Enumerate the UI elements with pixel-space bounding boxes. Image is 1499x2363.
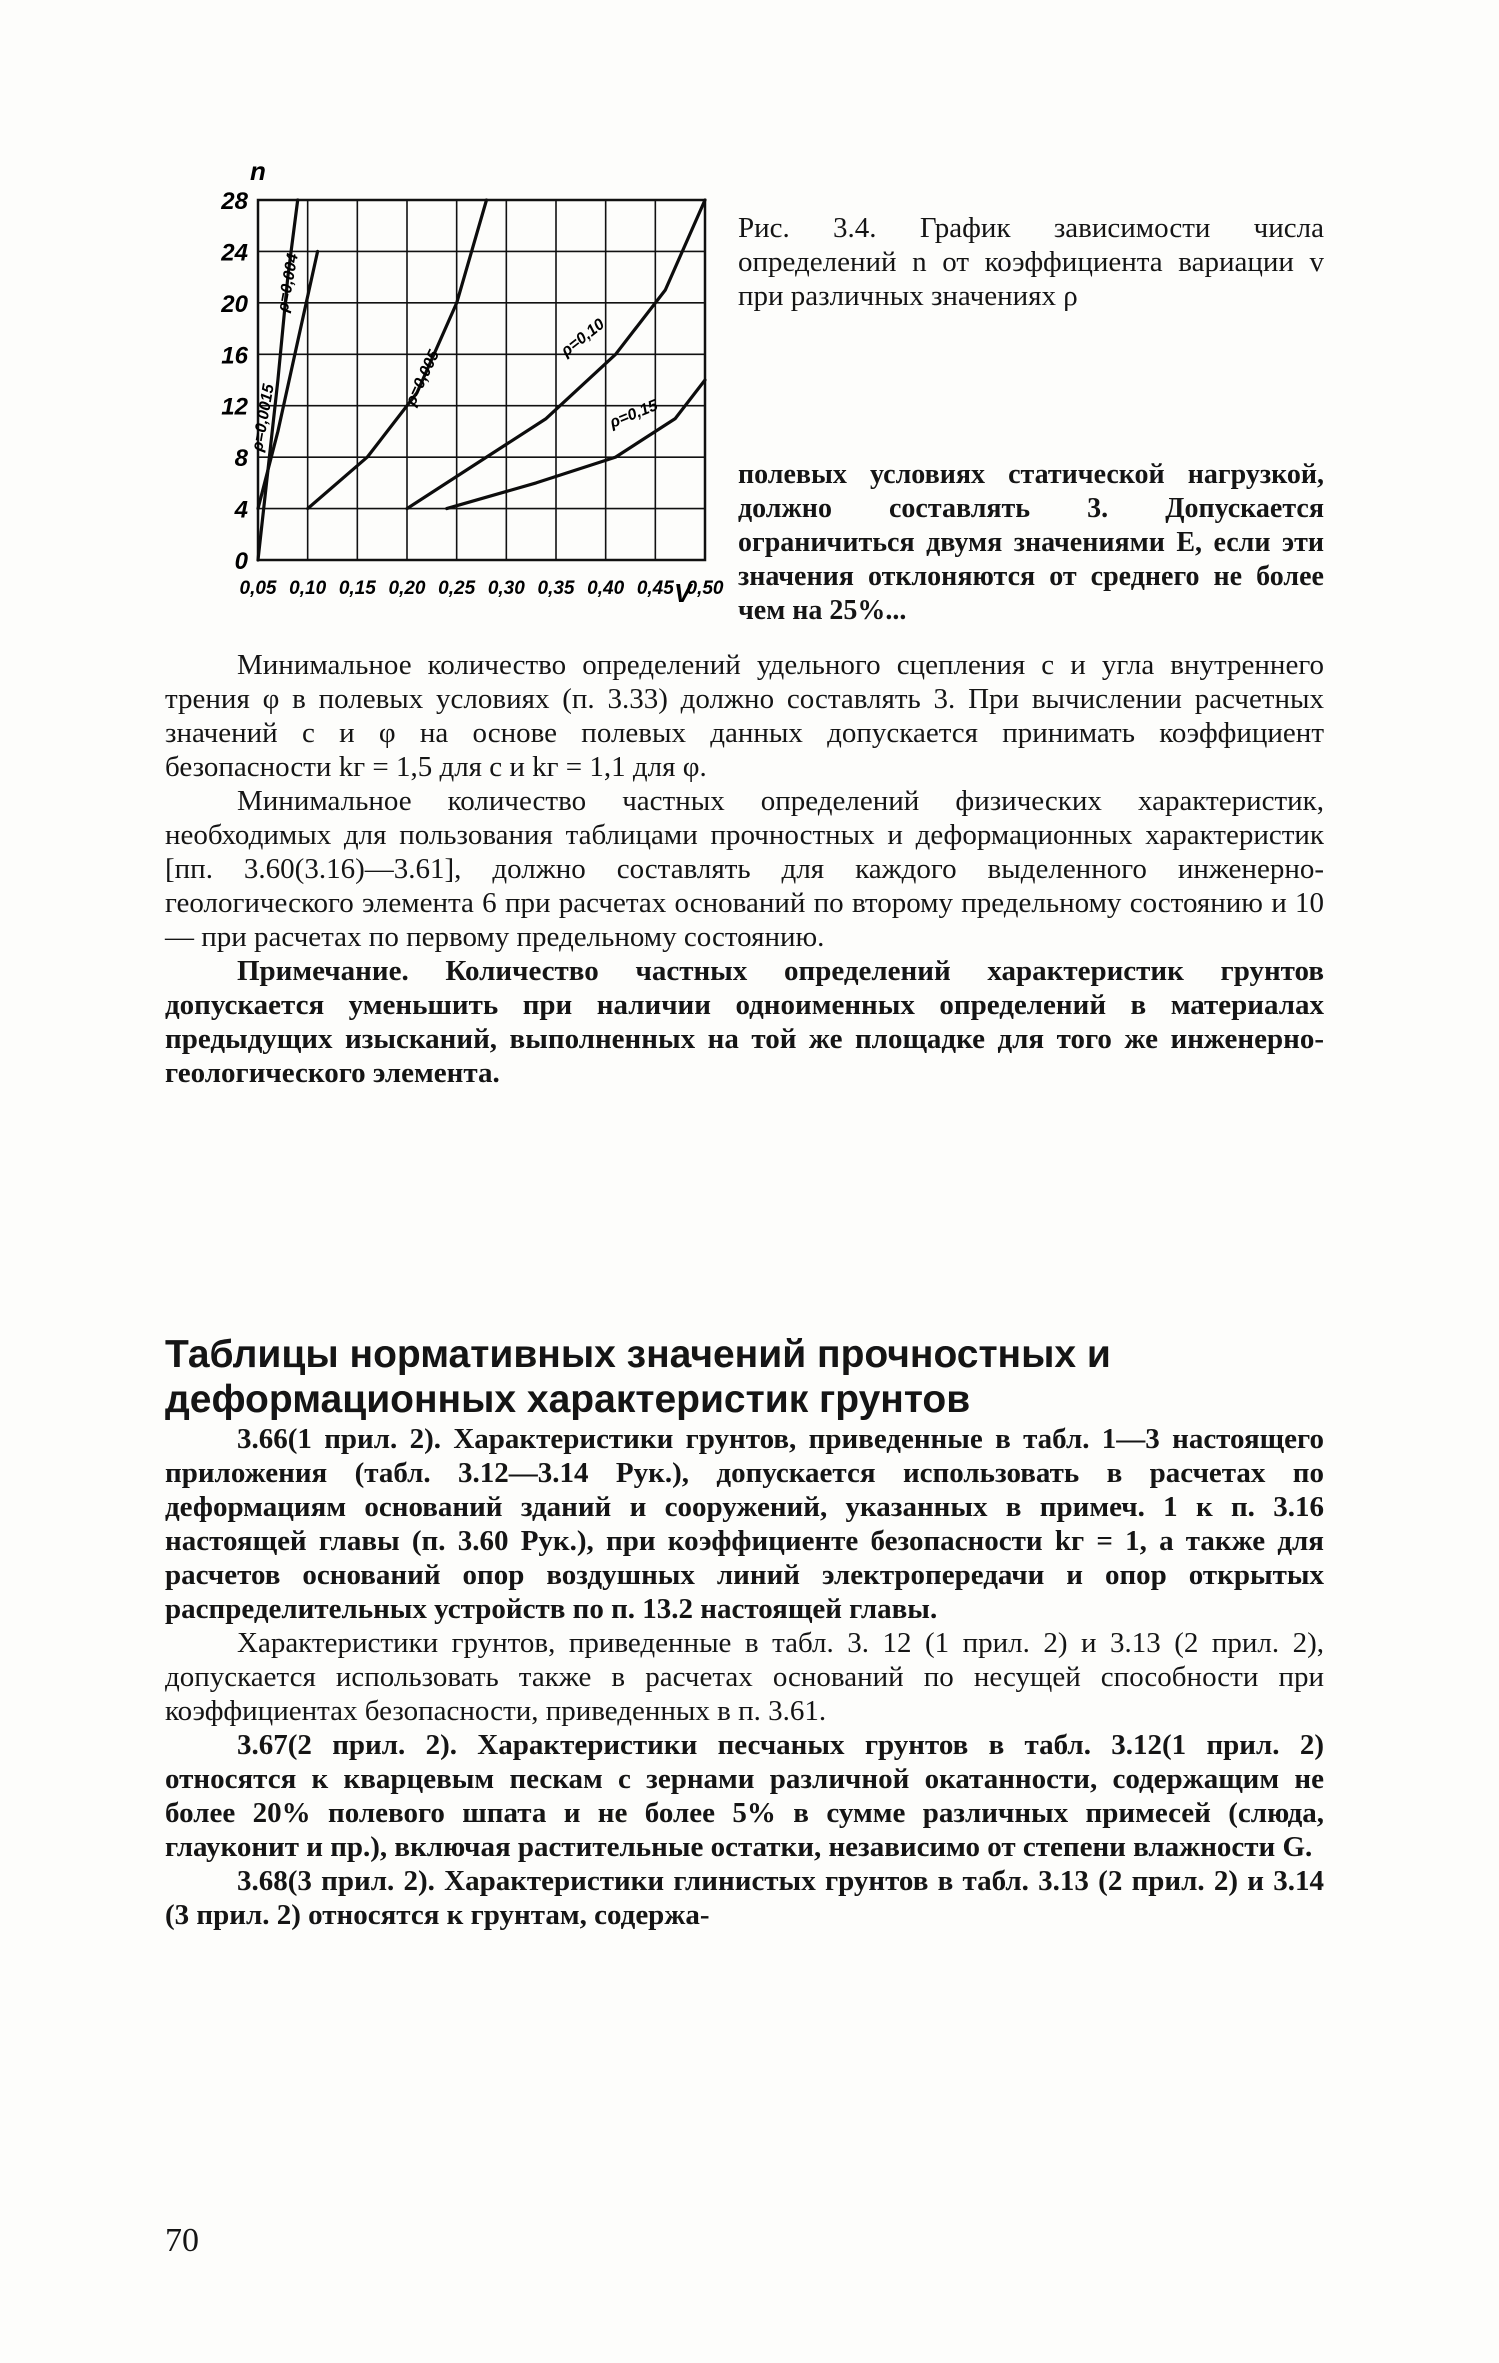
curve-label: ρ=0,005 bbox=[402, 347, 443, 409]
x-tick-label: 0,15 bbox=[338, 578, 376, 599]
page-number: 70 bbox=[165, 2222, 199, 2259]
y-tick-label: 4 bbox=[234, 496, 248, 524]
x-tick-label: 0,10 bbox=[289, 578, 327, 599]
y-tick-label: 24 bbox=[221, 239, 248, 267]
x-tick-label: 0,50 bbox=[686, 578, 724, 599]
plot-frame bbox=[258, 200, 705, 560]
top-text-block bbox=[165, 648, 1324, 1090]
y-tick-label: 12 bbox=[221, 393, 248, 421]
chart-figure bbox=[200, 160, 730, 620]
curve-label: ρ=0,10 bbox=[558, 315, 609, 361]
series-curve bbox=[447, 380, 705, 509]
x-tick-label: 0,35 bbox=[537, 578, 575, 599]
y-tick-label: 20 bbox=[221, 290, 248, 318]
y-axis-label: n bbox=[250, 160, 266, 186]
paragraph: Характеристики грунтов, приведенные в табл. 3. 12 (1 прил. 2) и 3.13 (2 прил. 2), допускается использовать также в расчетах оснований по несущей способности при коэффициентах безопасности, приведенных в п. 3.61. bbox=[165, 1627, 1324, 1727]
paragraph: Минимальное количество определений удельного сцепления c и угла внутреннего трения φ в полевых условиях (п. 3.33) должно составлять 3. При вычислении расчетных значений c и φ на основе полевых данных допускается принимать коэффициент безопасности kг = 1,5 для c и kг = 1,1 для φ. bbox=[165, 649, 1324, 783]
curve-label: ρ=0,0015 bbox=[249, 382, 278, 453]
paragraph: Минимальное количество частных определений физических характеристик, необходимых для пользования таблицами прочностных и деформационных характеристик [пп. 3.60(3.16)—3.61], должно составлять для каждого выделенного инженерно-геологического элемента 6 при расчетах оснований по второму предельному состоянию и 10 — при расчетах по первому предельному состоянию. bbox=[165, 785, 1324, 953]
x-tick-label: 0,25 bbox=[438, 578, 476, 599]
x-tick-label: 0,05 bbox=[239, 578, 277, 599]
y-tick-label: 28 bbox=[221, 188, 248, 215]
figure-caption: Рис. 3.4. График зависимости числа определений n от коэффициента вариации v при различных значениях ρ bbox=[738, 212, 1324, 312]
y-tick-label: 0 bbox=[234, 548, 248, 575]
chart-grid bbox=[258, 200, 705, 560]
chart-curves bbox=[258, 200, 705, 560]
x-axis-label: V bbox=[674, 578, 692, 608]
curve-label: ρ=0,004 bbox=[274, 252, 302, 314]
note-paragraph: Примечание. Количество частных определений характеристик грунтов допускается уменьшить при наличии одноименных определений в материалах предыдущих изысканий, выполненных на той же площадке для того же инженерно-геологического элемента. bbox=[165, 955, 1324, 1089]
section-heading: Таблицы нормативных значений прочностных и деформационных характеристик грунтов bbox=[165, 1333, 1111, 1422]
curve-label: ρ=0,15 bbox=[607, 397, 661, 432]
x-tick-label: 0,40 bbox=[587, 578, 625, 599]
x-tick-label: 0,30 bbox=[487, 578, 525, 599]
side-text: полевых условиях статической нагрузкой, должно составлять 3. Допускается ограничиться двумя значениями E, если эти значения отклоняются от среднего не более чем на 25%... bbox=[738, 459, 1324, 626]
y-tick-label: 16 bbox=[221, 342, 248, 370]
paragraph: 3.66(1 прил. 2). Характеристики грунтов, приведенные в табл. 1—3 настоящего приложения (табл. 3.12—3.14 Рук.), допускается использовать в расчетах по деформациям оснований зданий и сооружений, указанных в примеч. 1 к п. 3.16 настоящей главы (п. 3.60 Рук.), при коэффициенте безопасности kг = 1, а также для расчетов оснований опор воздушных линий электропередачи и опор открытых распределительных устройств по п. 13.2 настоящей главы. bbox=[165, 1423, 1324, 1625]
x-tick-label: 0,45 bbox=[636, 578, 674, 599]
bottom-text-block bbox=[165, 1422, 1324, 1932]
y-tick-label: 8 bbox=[234, 445, 248, 473]
x-tick-label: 0,20 bbox=[388, 578, 426, 599]
paragraph: 3.68(3 прил. 2). Характеристики глинистых грунтов в табл. 3.13 (2 прил. 2) и 3.14 (3 прил. 2) относятся к грунтам, содержа- bbox=[165, 1865, 1324, 1931]
paragraph: 3.67(2 прил. 2). Характеристики песчаных грунтов в табл. 3.12(1 прил. 2) относятся к кварцевым пескам с зернами различной окатанности, содержащим не более 20% полевого шпата и не более 5% в сумме различных примесей (слюда, глауконит и пр.), включая растительные остатки, независимо от степени влажности G. bbox=[165, 1729, 1324, 1863]
